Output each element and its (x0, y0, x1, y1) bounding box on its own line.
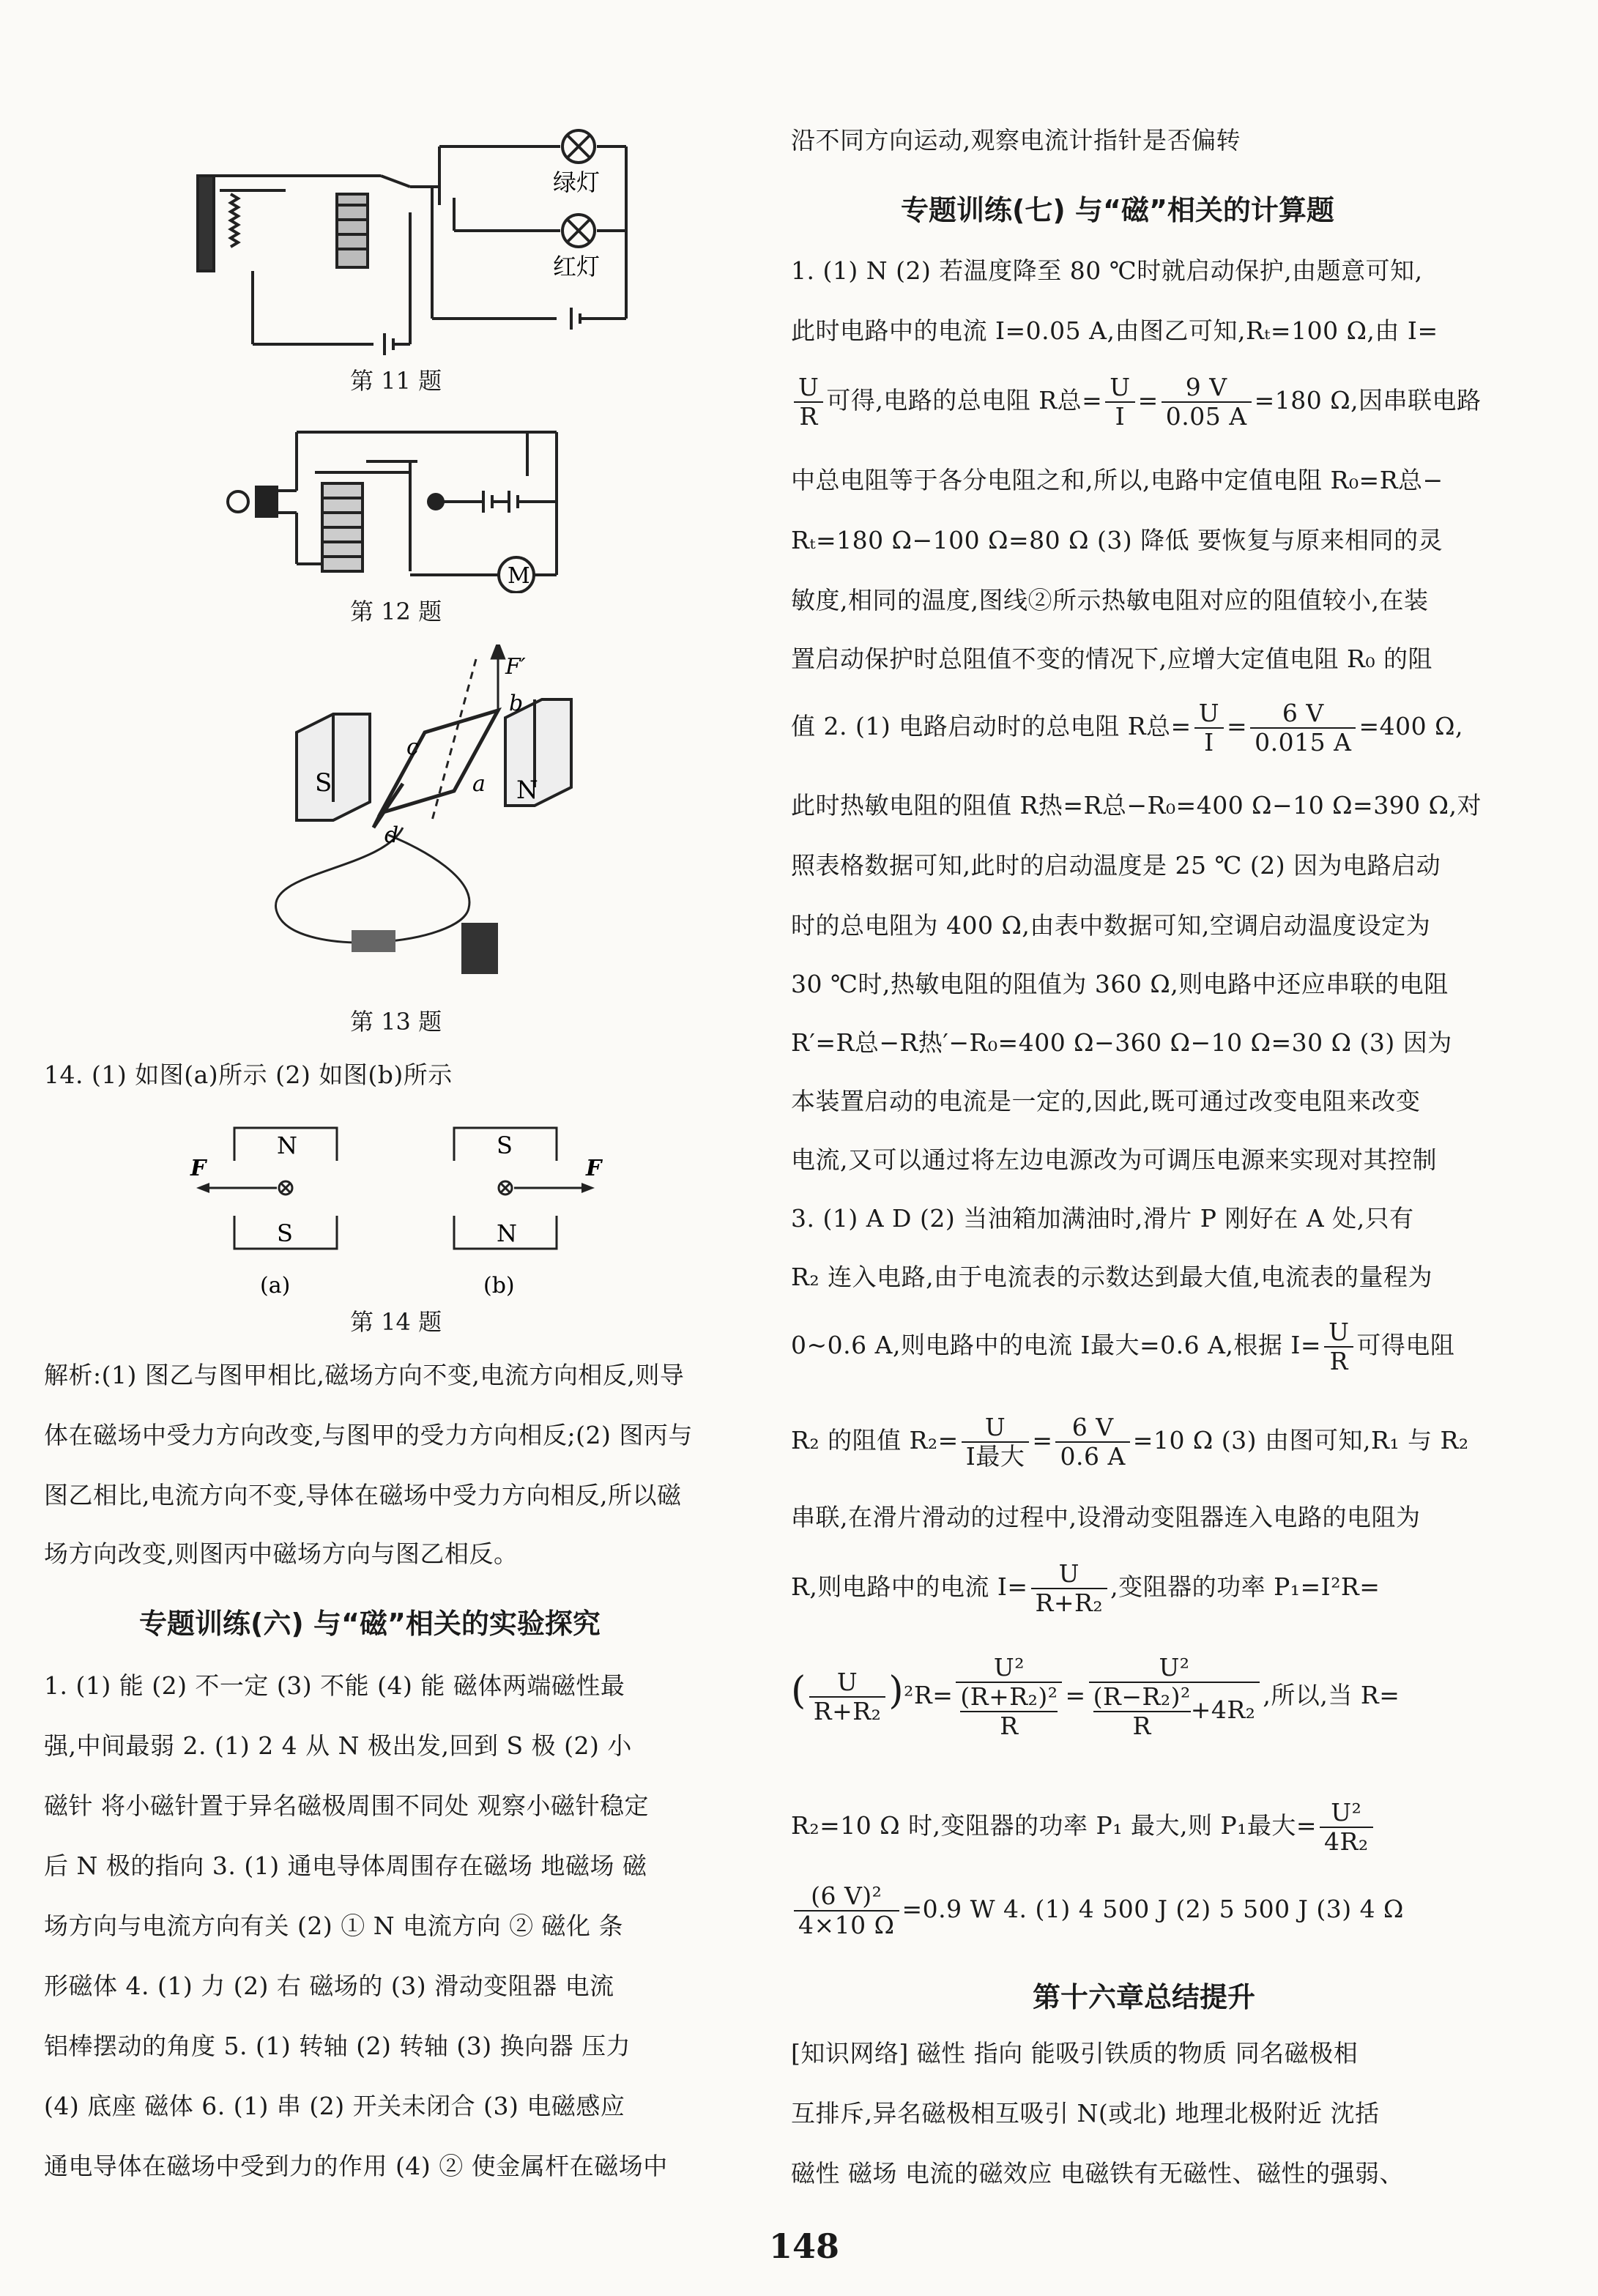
calc-line-7: 置启动保护时总阻值不变的情况下,应增大定值电阻 R₀ 的阻 (791, 644, 1433, 673)
calc-line-13: R′=R总−R热′−R₀=400 Ω−360 Ω−10 Ω=30 Ω (3) 因为 (791, 1028, 1452, 1057)
figure-11-diagram (190, 125, 659, 359)
point-c-label: c (406, 735, 419, 760)
figure-12-caption: 第 12 题 (350, 598, 442, 625)
right-column (791, 0, 1553, 2241)
calc-line-23: R₂=10 Ω 时,变阻器的功率 P₁ 最大,则 P₁最大= $\frac{\text{U²}}{\text{4R₂}}$ (791, 1799, 1376, 1856)
motor-label: M (508, 563, 530, 589)
calc-line-8: 值 2. (1) 电路启动时的总电阻 R总= $\frac{U}{I}$ = $\frac{6 V}{0.015 A}$ =400 Ω, (791, 699, 1463, 757)
frac-u-r: $\frac{U}{R}$ (794, 374, 823, 431)
section6-line-8: (4) 底座 磁体 6. (1) 串 (2) 开关未闭合 (3) 电磁感应 (44, 2092, 625, 2120)
calc-line-2: 此时电路中的电流 I=0.05 A,由图乙可知,Rₜ=100 Ω,由 I= (791, 316, 1438, 345)
heading-topic-7: 专题训练(七) 与“磁”相关的计算题 (901, 194, 1334, 226)
frac-u2-4r2: $\frac{\text{U²}}{\text{4R₂}}$ (1320, 1799, 1373, 1856)
fig14b-label: (b) (483, 1273, 515, 1299)
continued-line: 沿不同方向运动,观察电流计指针是否偏转 (791, 126, 1241, 155)
magnet-s-label: S (315, 768, 332, 798)
heading-chapter-16: 第十六章总结提升 (1033, 1981, 1256, 2013)
analysis-line-2: 体在磁场中受力方向改变,与图甲的受力方向相反;(2) 图丙与 (44, 1421, 693, 1449)
calc-line-16: 3. (1) A D (2) 当油箱加满油时,滑片 P 刚好在 A 处,只有 (791, 1204, 1414, 1233)
analysis-line-4: 场方向改变,则图丙中磁场方向与图乙相反。 (44, 1539, 519, 1568)
calc-line-12: 30 ℃时,热敏电阻的阻值为 360 Ω,则电路中还应串联的电阻 (791, 970, 1449, 998)
analysis-line-3: 图乙相比,电流方向不变,导体在磁场中受力方向相反,所以磁 (44, 1481, 682, 1509)
fig14a-top-pole: N (277, 1132, 297, 1159)
page-number: 148 (769, 2226, 840, 2266)
frac-6v: $\frac{6 V}{0.015 A}$ (1250, 699, 1356, 757)
section6-line-2: 强,中间最弱 2. (1) 2 4 从 N 极出发,回到 S 极 (2) 小 (44, 1731, 632, 1760)
section6-line-5: 场方向与电流方向有关 (2) ① N 电流方向 ② 磁化 条 (44, 1912, 624, 1940)
figure-14-caption: 第 14 题 (350, 1308, 442, 1336)
knowledge-line-3: 磁性 磁场 电流的磁效应 电磁铁有无磁性、磁性的强弱、 (791, 2159, 1404, 2188)
calc-line-4: 中总电阻等于各分电阻之和,所以,电路中定值电阻 R₀=R总− (791, 466, 1443, 494)
figure-14-diagram (183, 1117, 666, 1307)
frac-power-1: U² (R+R₂)² R (956, 1654, 1062, 1740)
calc-line-6: 敏度,相同的温度,图线②所示热敏电阻对应的阻值较小,在装 (791, 586, 1429, 614)
q14-answer: 14. (1) 如图(a)所示 (2) 如图(b)所示 (44, 1060, 453, 1089)
figure-11-caption: 第 11 题 (350, 367, 442, 395)
force-f-prime-label: F′ (505, 654, 526, 680)
calc-line-9: 此时热敏电阻的阻值 R热=R总−R₀=400 Ω−10 Ω=390 Ω,对 (791, 791, 1482, 820)
section6-line-7: 铝棒摆动的角度 5. (1) 转轴 (2) 转轴 (3) 换向器 压力 (44, 2032, 631, 2060)
calc-line-14: 本装置启动的电流是一定的,因此,既可通过改变电阻来改变 (791, 1087, 1421, 1115)
frac-9v: $\frac{9 V}{0.05 A}$ (1162, 374, 1252, 431)
section6-line-6: 形磁体 4. (1) 力 (2) 右 磁场的 (3) 滑动变阻器 电流 (44, 1972, 614, 2000)
knowledge-line-2: 互排斥,异名磁极相互吸引 N(或北) 地理北极附近 沈括 (791, 2099, 1380, 2128)
calc-line-15: 电流,又可以通过将左边电源改为可调压电源来实现对其控制 (791, 1145, 1437, 1174)
point-d-label: d (384, 822, 399, 848)
section6-line-3: 磁针 将小磁针置于异名磁极周围不同处 观察小磁针稳定 (44, 1791, 649, 1820)
calc-line-10: 照表格数据可知,此时的启动温度是 25 ℃ (2) 因为电路启动 (791, 851, 1441, 880)
section6-line-4: 后 N 极的指向 3. (1) 通电导体周围存在磁场 地磁场 磁 (44, 1851, 647, 1880)
fig14a-bottom-pole: S (277, 1219, 293, 1247)
frac-u-i-2: $\frac{U}{I}$ (1194, 699, 1224, 757)
frac-power-2: U² $\frac{\text{(R−R₂)²}}{R}$ +4R₂ (1089, 1654, 1260, 1740)
frac-u-r-2: $\frac{U}{R}$ (1324, 1318, 1353, 1375)
calc-line-18: 0~0.6 A,则电路中的电流 I最大=0.6 A,根据 I= $\frac{U}{R}$ 可得电阻 (791, 1318, 1455, 1375)
calc-line-21: R,则电路中的电流 I= $\frac{U}{\text{R+R₂}}$ ,变阻器的功率 P₁=I²R= (791, 1559, 1380, 1617)
point-b-label: b (509, 691, 524, 716)
section6-line-1: 1. (1) 能 (2) 不一定 (3) 不能 (4) 能 磁体两端磁性最 (44, 1671, 625, 1700)
calc-line-17: R₂ 连入电路,由于电流表的示数达到最大值,电流表的量程为 (791, 1263, 1433, 1291)
knowledge-line-1: [知识网络] 磁性 指向 能吸引铁质的物质 同名磁极相 (791, 2039, 1359, 2067)
fig14b-top-pole: S (497, 1132, 513, 1159)
left-column (44, 0, 762, 2241)
frac-6v2: $\frac{\text{(6 V)²}}{4\times 10 \Omega}$ (794, 1882, 899, 1939)
calc-line-22: ( $\frac{U}{\text{R+R₂}}$ )²R= U² (R+R₂)² R = U² $\frac{\text{(R−R₂)²}}{R}$ +4R₂ ,所以,当 R= (791, 1653, 1400, 1740)
point-a-label: a (472, 771, 486, 797)
analysis-line-1: 解析:(1) 图乙与图甲相比,磁场方向不变,电流方向相反,则导 (44, 1361, 685, 1389)
fig14a-label: (a) (260, 1273, 291, 1299)
frac-u-r-r2: $\frac{U}{\text{R+R₂}}$ (1031, 1560, 1108, 1617)
calc-line-11: 时的总电阻为 400 Ω,由表中数据可知,空调启动温度设定为 (791, 911, 1431, 940)
calc-line-24: $\frac{\text{(6 V)²}}{4\times 10 \Omega}$ =0.9 W 4. (1) 4 500 J (2) 5 500 J (3) 4 Ω (791, 1882, 1404, 1939)
magnet-n-label: N (516, 776, 538, 805)
calc-line-20: 串联,在滑片滑动的过程中,设滑动变阻器连入电路的电阻为 (791, 1503, 1421, 1531)
figure-13-caption: 第 13 题 (350, 1008, 442, 1036)
figure-13-diagram (264, 644, 615, 989)
red-light-label: 红灯 (553, 253, 601, 281)
fig14a-force-label: F (190, 1156, 207, 1181)
calc-line-5: Rₜ=180 Ω−100 Ω=80 Ω (3) 降低 要恢复与原来相同的灵 (791, 526, 1443, 554)
calc-line-19: R₂ 的阻值 R₂= $\frac{U}{\text{I最大}}$ = $\frac{6 V}{0.6 A}$ =10 Ω (3) 由图可知,R₁ 与 R₂ (791, 1413, 1469, 1471)
heading-topic-6: 专题训练(六) 与“磁”相关的实验探究 (139, 1608, 601, 1640)
section6-line-9: 通电导体在磁场中受到力的作用 (4) ② 使金属杆在磁场中 (44, 2152, 668, 2180)
frac-u-i: $\frac{U}{I}$ (1105, 374, 1134, 431)
fig14b-bottom-pole: N (497, 1219, 517, 1247)
green-light-label: 绿灯 (553, 168, 601, 196)
frac-6v-06a: $\frac{6 V}{0.6 A}$ (1055, 1413, 1129, 1471)
calc-line-1: 1. (1) N (2) 若温度降至 80 ℃时就启动保护,由题意可知, (791, 256, 1423, 285)
fig14b-force-label: F (586, 1156, 602, 1181)
frac-u-imax: $\frac{U}{\text{I最大}}$ (962, 1413, 1030, 1471)
calc-line-3: $\frac{U}{R}$ 可得,电路的总电阻 R总= $\frac{U}{I}$ = $\frac{9 V}{0.05 A}$ =180 Ω,因串联电路 (791, 374, 1482, 431)
figure-12-diagram (220, 417, 615, 593)
frac-paren: $\frac{U}{\text{R+R₂}}$ (809, 1668, 886, 1725)
